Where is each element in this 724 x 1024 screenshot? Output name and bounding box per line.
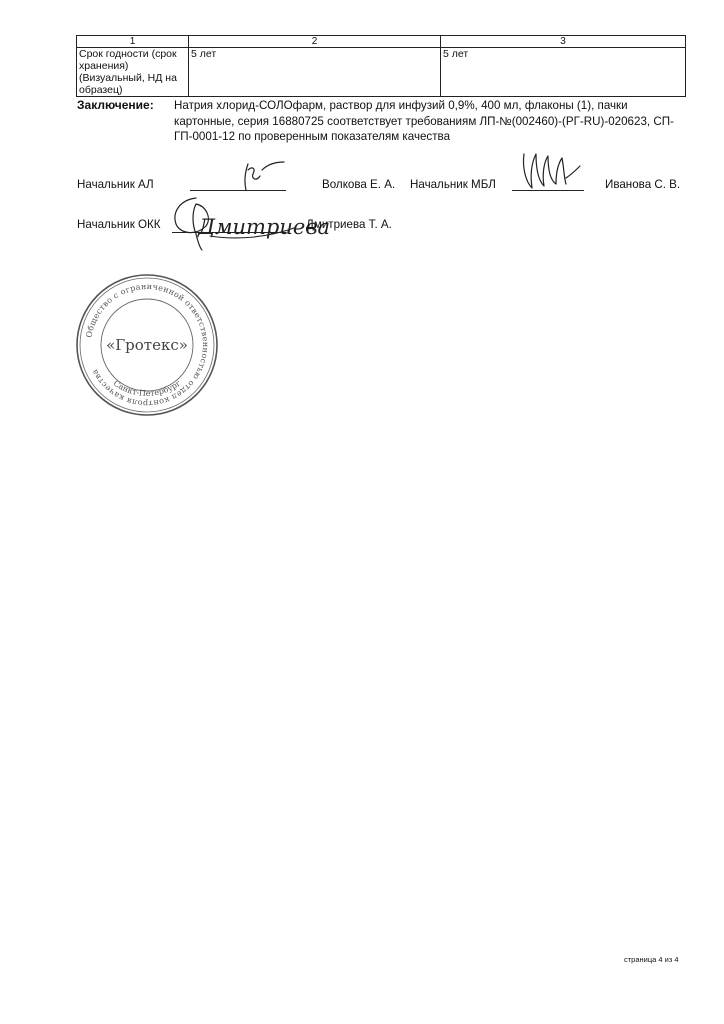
parameter-cell: Срок годности (срок хранения) (Визуальный, НД на образец) (77, 48, 189, 97)
conclusion-label: Заключение: (77, 98, 154, 112)
okk-signature-handwriting: Дмитриева (198, 215, 331, 239)
head-al-name: Волкова Е. А. (322, 178, 396, 191)
conclusion-text: Натрия хлорид-СОЛОфарм, раствор для инфузий 0,9%, 400 мл, флаконы (1), пачки картонные, серия 16880725 соответствует требованиям ЛП-№(002460)-(РГ-RU)-020623, СП-ГП-0001-12 по проверенным показателям качества (174, 99, 674, 143)
table-header-row (77, 36, 686, 48)
head-okk-signature (166, 190, 331, 252)
requirement-cell: 5 лет (189, 48, 441, 97)
head-mbl-signature (514, 148, 586, 194)
quality-table (76, 35, 686, 97)
head-mbl-name: Иванова С. В. (605, 178, 681, 191)
head-al-signature (232, 160, 292, 192)
table-row (77, 48, 686, 97)
head-mbl-title: Начальник МБЛ (410, 178, 496, 191)
column-header-2: 2 (189, 36, 441, 48)
company-stamp (72, 270, 222, 420)
column-header-3: 3 (441, 36, 686, 48)
stamp-ring-text: Общество с ограниченной ответственностью отдел контроля качества (84, 281, 211, 409)
column-header-1: 1 (77, 36, 189, 48)
head-al-title: Начальник АЛ (77, 178, 154, 191)
page-number: страница 4 из 4 (624, 955, 679, 964)
stamp-bottom-text: Санкт-Петербург (111, 378, 183, 399)
stamp-center-text: «Гротекс» (106, 336, 188, 354)
result-cell: 5 лет (441, 48, 686, 97)
head-okk-title: Начальник ОКК (77, 218, 161, 231)
head-okk-name: Дмитриева Т. А. (306, 218, 392, 231)
